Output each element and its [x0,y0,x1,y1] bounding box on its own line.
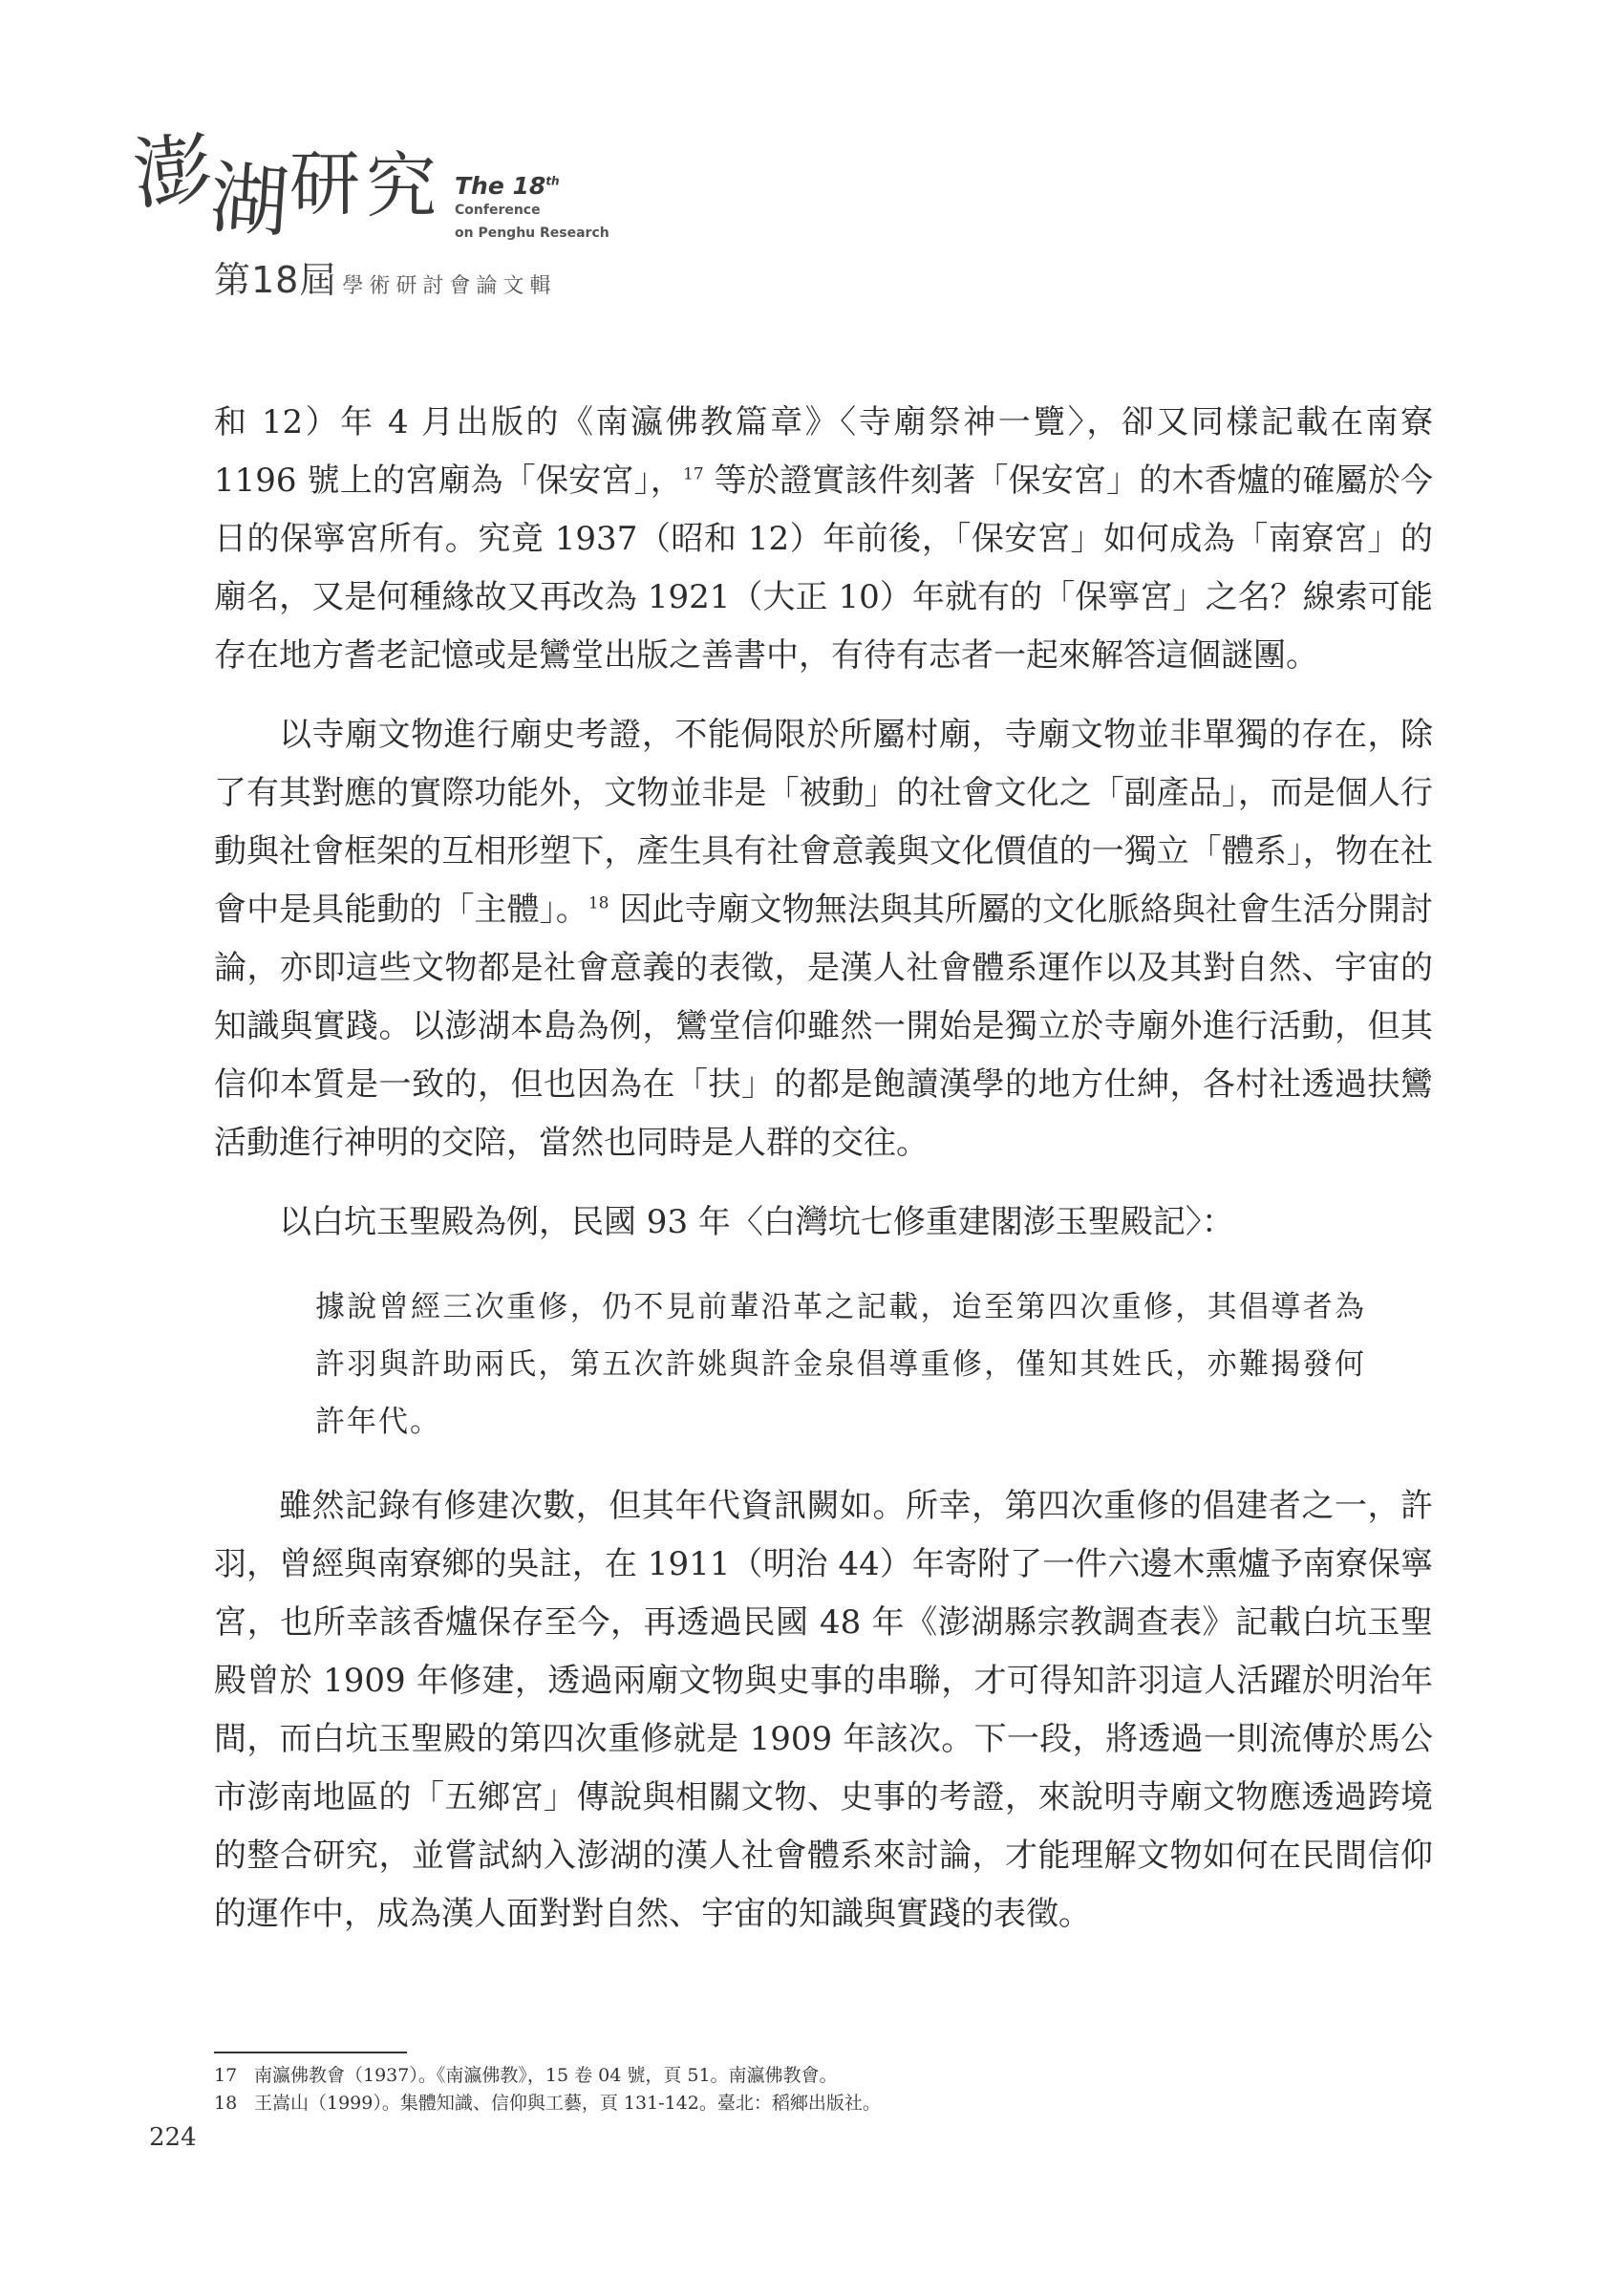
footnote-ref-17: 17 [683,464,704,484]
logo-english-title: The 18th [455,172,560,200]
logo-edition: 第18屆 [214,259,337,301]
paragraph-4: 雖然記錄有修建次數，但其年代資訊闕如。所幸，第四次重修的倡建者之一，許羽，曾經與南寮鄉的吳註，在 1911（明治 44）年寄附了一件六邊木熏爐予南寮保寧宮，也所幸該香爐保存至今，再透過民國 48 年《澎湖縣宗教調查表》記載白坑玉聖殿曾於 1909 年修建，透過兩廟文物與史事的串聯，才可得知許羽這人活躍於明治年間，而白坑玉聖殿的第四次重修就是 1909 年該次。下一段，將透過一則流傳於馬公市澎南地區的「五鄉宮」傳說與相關文物、史事的考證，來說明寺廟文物應透過跨境的整合研究，並嘗試納入澎湖的漢人社會體系來討論，才能理解文物如何在民間信仰的運作中，成為漢人面對對自然、宇宙的知識與實踐的表徵。 [214,1487,1433,1933]
footnotes [214,2062,1433,2117]
logo-char-4: 究 [366,145,437,227]
footnote-17: 17 南瀛佛教會（1937）。《南瀛佛教》，15 卷 04 號，頁 51。南瀛佛教會。 [214,2065,838,2086]
logo-edition-line [214,250,556,303]
logo-char-2: 湖 [206,153,292,249]
footnote-18: 18 王嵩山（1999）。集體知識、信仰與工藝，頁 131-142。臺北：稻鄉出版社。 [214,2093,881,2114]
logo-english-line3: on Penghu Research [455,226,609,241]
logo-char-1: 澎 [129,122,217,223]
block-quote: 據說曾經三次重修，仍不見前輩沿革之記載，迨至第四次重修，其倡導者為許羽與許助兩氏，第五次許姚與許金泉倡導重修，僅知其姓氏，亦難揭發何許年代。 [315,1290,1366,1439]
footnote-ref-18: 18 [588,893,609,913]
paragraph-3: 以白坑玉聖殿為例，民國 93 年〈白灣坑七修重建閣澎玉聖殿記〉： [279,1203,1234,1241]
paragraph-2: 以寺廟文物進行廟史考證，不能侷限於所屬村廟，寺廟文物並非單獨的存在，除了有其對應的實際功能外，文物並非是「被動」的社會文化之「副產品」，而是個人行動與社會框架的互相形塑下，產生具有社會意義與文化價值的一獨立「體系」，物在社會中是具能動的「主體」。$^{18}$ 因此寺廟文物無法與其所屬的文化脈絡與社會生活分開討論，亦即這些文物都是社會意義的表徵，是漢人社會體系運作以及其對自然、宇宙的知識與實踐。以澎湖本島為例，鸞堂信仰雖然一開始是獨立於寺廟外進行活動，但其信仰本質是一致的，但也因為在「扶」的都是飽讀漢學的地方仕紳，各村社透過扶鸞活動進行神明的交陪，當然也同時是人群的交往。 [214,716,1433,1162]
footnote-rule [214,2052,407,2053]
paragraph-1: 和 12）年 4 月出版的《南瀛佛教篇章》〈寺廟祭神一覽〉，卻又同樣記載在南寮 1196 號上的宮廟為「保安宮」，$^{17}$ 等於證實該件刻著「保安宮」的木香爐的確屬於今日的保寧宮所有。究竟 1937（昭和 12）年前後，「保安宮」如何成為「南寮宮」的廟名，又是何種緣故又再改為 1921（大正 10）年就有的「保寧宮」之名？線索可能存在地方耆老記憶或是鸞堂出版之善書中，有待有志者一起來解答這個謎團。 [214,403,1433,675]
page-number: 224 [149,2123,197,2152]
main-text [214,394,1433,1944]
logo-english-line2: Conference [455,203,541,218]
journal-logo [122,122,619,301]
logo-subtitle: 學術研討會論文輯 [342,274,557,298]
logo-char-3: 研 [289,143,360,226]
